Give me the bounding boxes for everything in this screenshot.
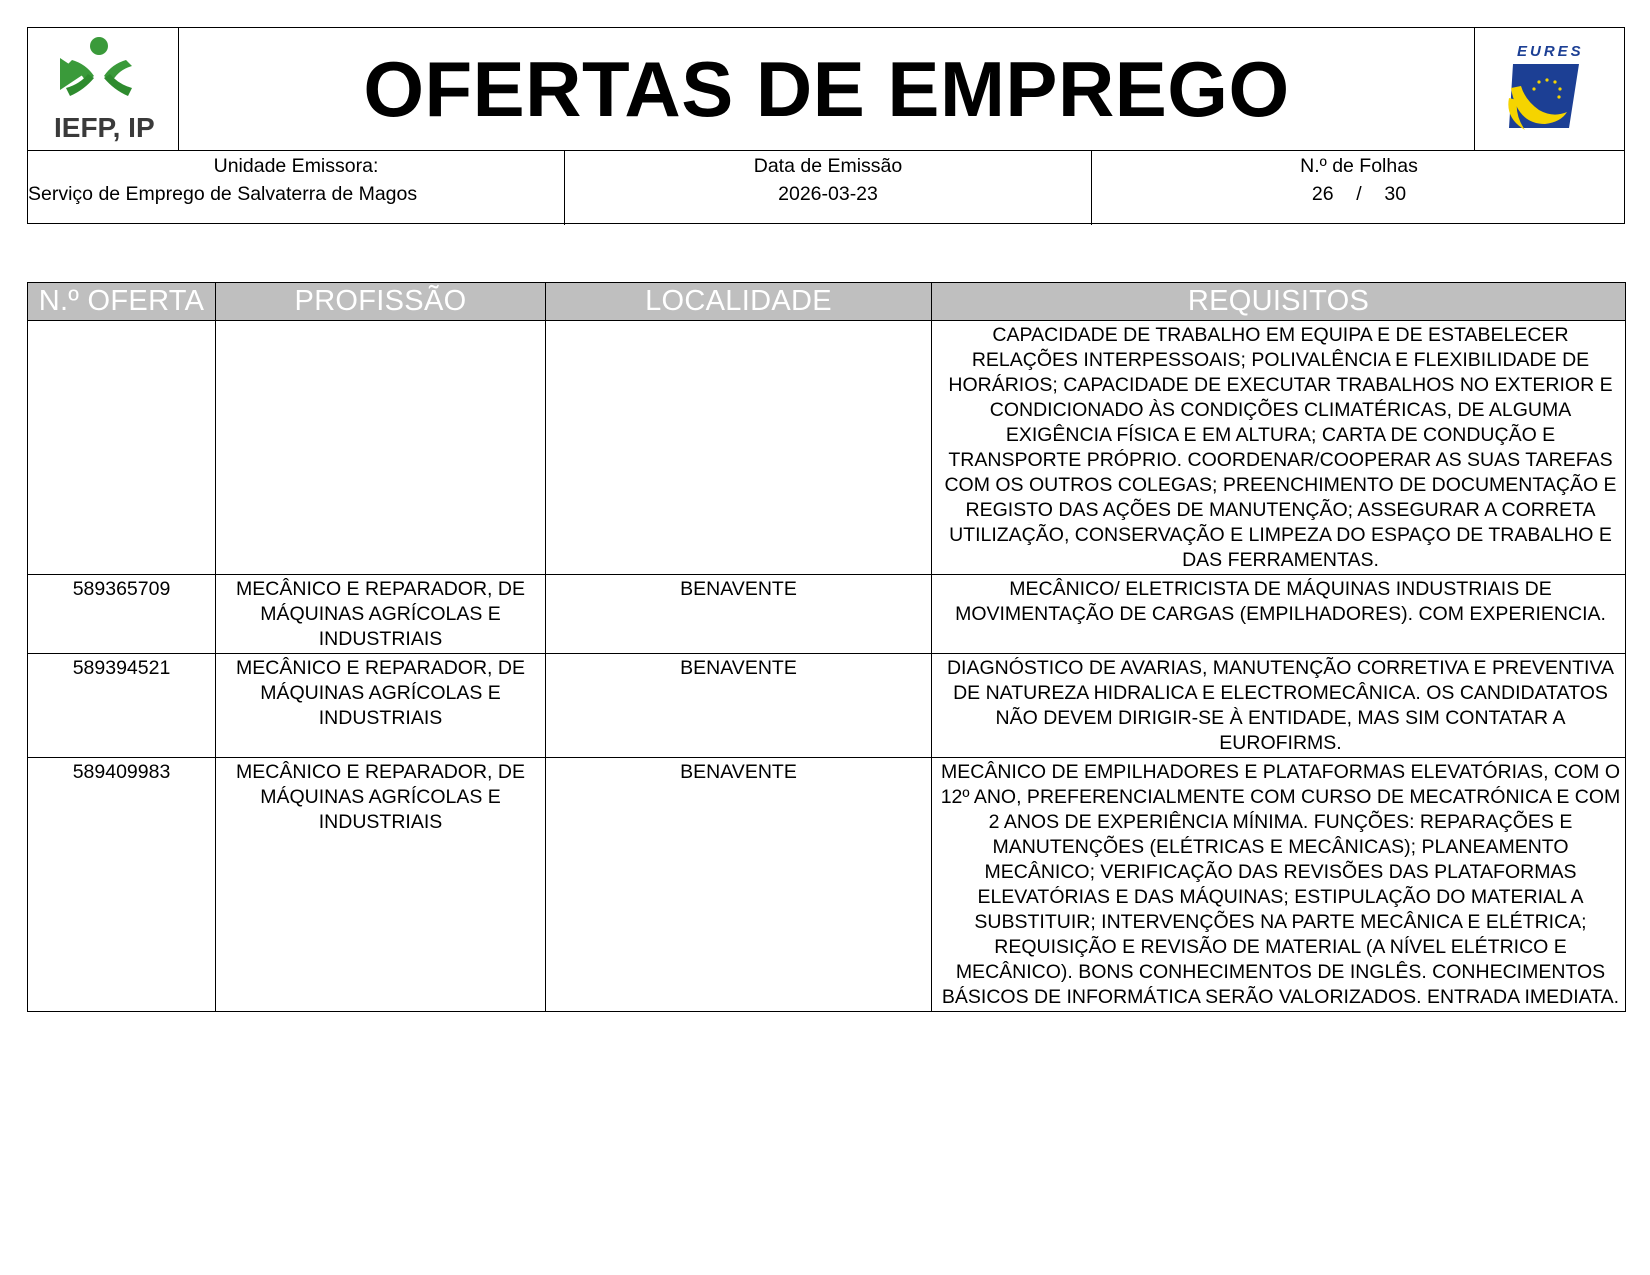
data-emissao-label: Data de Emissão bbox=[753, 155, 903, 177]
cell-profissao bbox=[216, 321, 546, 575]
table-row bbox=[28, 321, 1626, 575]
col-header-localidade: LOCALIDADE bbox=[546, 283, 932, 321]
cell-oferta bbox=[28, 321, 216, 575]
folhas-separator: / bbox=[1356, 183, 1362, 205]
table-header-row bbox=[28, 283, 1626, 321]
header-info-row bbox=[28, 151, 1624, 225]
unidade-emissora-cell bbox=[28, 151, 565, 225]
cell-requisitos: MECÂNICO DE EMPILHADORES E PLATAFORMAS ELEVATÓRIAS, COM O 12º ANO, PREFERENCIALMENTE COM CURSO DE MECATRÓNICA E COM 2 ANOS DE EXPERIÊNCIA MÍNIMA. FUNÇÕES: REPARAÇÕES E MANUTENÇÕES (ELÉTRICAS E MECÂNICAS); PLANEAMENTO MECÂNICO; VERIFICAÇÃO DAS REVISÕES DAS PLATAFORMAS ELEVATÓRIAS E DAS MÁQUINAS; ESTIPULAÇÃO DO MATERIAL A SUBSTITUIR; INTERVENÇÕES NA PARTE MECÂNICA E ELÉTRICA; REQUISIÇÃO E REVISÃO DE MATERIAL (A NÍVEL ELÉTRICO E MECÂNICO). BONS CONHECIMENTOS DE INGLÊS. CONHECIMENTOS BÁSICOS DE INFORMÁTICA SERÃO VALORIZADOS. ENTRADA IMEDIATA. bbox=[932, 758, 1626, 1012]
cell-profissao: MECÂNICO E REPARADOR, DE MÁQUINAS AGRÍCOLAS E INDUSTRIAIS bbox=[216, 758, 546, 1012]
numero-folhas-cell bbox=[1092, 151, 1626, 225]
cell-requisitos: DIAGNÓSTICO DE AVARIAS, MANUTENÇÃO CORRETIVA E PREVENTIVA DE NATUREZA HIDRALICA E ELECTROMECÂNICA. OS CANDIDATATOS NÃO DEVEM DIRIGIR-SE À ENTIDADE, MAS SIM CONTATAR A EUROFIRMS. bbox=[932, 654, 1626, 758]
cell-localidade: BENAVENTE bbox=[546, 758, 932, 1012]
cell-profissao: MECÂNICO E REPARADOR, DE MÁQUINAS AGRÍCOLAS E INDUSTRIAIS bbox=[216, 654, 546, 758]
header-top-row bbox=[28, 28, 1624, 151]
folha-atual: 26 bbox=[1311, 183, 1334, 205]
unidade-emissora-label: Unidade Emissora: bbox=[213, 155, 379, 177]
page-title: OFERTAS DE EMPREGO bbox=[363, 44, 1290, 133]
job-offers-table bbox=[27, 282, 1626, 1012]
cell-requisitos: CAPACIDADE DE TRABALHO EM EQUIPA E DE ESTABELECER RELAÇÕES INTERPESSOAIS; POLIVALÊNCIA E FLEXIBILIDADE DE HORÁRIOS; CAPACIDADE DE EXECUTAR TRABALHOS NO EXTERIOR E CONDICIONADO ÀS CONDIÇÕES CLIMATÉRICAS, DE ALGUMA EXIGÊNCIA FÍSICA E EM ALTURA; CARTA DE CONDUÇÃO E TRANSPORTE PRÓPRIO. COORDENAR/COOPERAR AS SUAS TAREFAS COM OS OUTROS COLEGAS; PREENCHIMENTO DE DOCUMENTAÇÃO E REGISTO DAS AÇÕES DE MANUTENÇÃO; ASSEGURAR A CORRETA UTILIZAÇÃO, CONSERVAÇÃO E LIMPEZA DO ESPAÇO DE TRABALHO E DAS FERRAMENTAS. bbox=[932, 321, 1626, 575]
data-emissao-value: 2026-03-23 bbox=[778, 183, 878, 205]
unidade-emissora-value: Serviço de Emprego de Salvaterra de Magos bbox=[28, 183, 418, 205]
eures-logo-icon bbox=[1475, 28, 1623, 146]
col-header-oferta: N.º OFERTA bbox=[28, 283, 216, 321]
iefp-logo-icon bbox=[28, 34, 176, 114]
col-header-requisitos: REQUISITOS bbox=[932, 283, 1626, 321]
data-emissao-cell bbox=[565, 151, 1092, 225]
cell-localidade: BENAVENTE bbox=[546, 575, 932, 654]
table-row bbox=[28, 758, 1626, 1012]
iefp-logo bbox=[28, 28, 179, 150]
cell-oferta: 589394521 bbox=[28, 654, 216, 758]
cell-oferta: 589409983 bbox=[28, 758, 216, 1012]
cell-profissao: MECÂNICO E REPARADOR, DE MÁQUINAS AGRÍCOLAS E INDUSTRIAIS bbox=[216, 575, 546, 654]
cell-requisitos: MECÂNICO/ ELETRICISTA DE MÁQUINAS INDUSTRIAIS DE MOVIMENTAÇÃO DE CARGAS (EMPILHADORES). COM EXPERIENCIA. bbox=[932, 575, 1626, 654]
cell-localidade: BENAVENTE bbox=[546, 654, 932, 758]
cell-oferta: 589365709 bbox=[28, 575, 216, 654]
numero-folhas-value bbox=[1092, 180, 1626, 208]
folhas-total: 30 bbox=[1384, 183, 1407, 205]
table-row bbox=[28, 654, 1626, 758]
col-header-profissao: PROFISSÃO bbox=[216, 283, 546, 321]
title-cell bbox=[179, 28, 1474, 150]
document-header bbox=[27, 27, 1625, 224]
iefp-logo-text: IEFP, IP bbox=[54, 112, 155, 143]
table-row bbox=[28, 575, 1626, 654]
numero-folhas-label: N.º de Folhas bbox=[1300, 155, 1418, 177]
svg-text:EURES: EURES bbox=[1517, 43, 1584, 60]
eures-logo bbox=[1474, 28, 1624, 150]
cell-localidade bbox=[546, 321, 932, 575]
